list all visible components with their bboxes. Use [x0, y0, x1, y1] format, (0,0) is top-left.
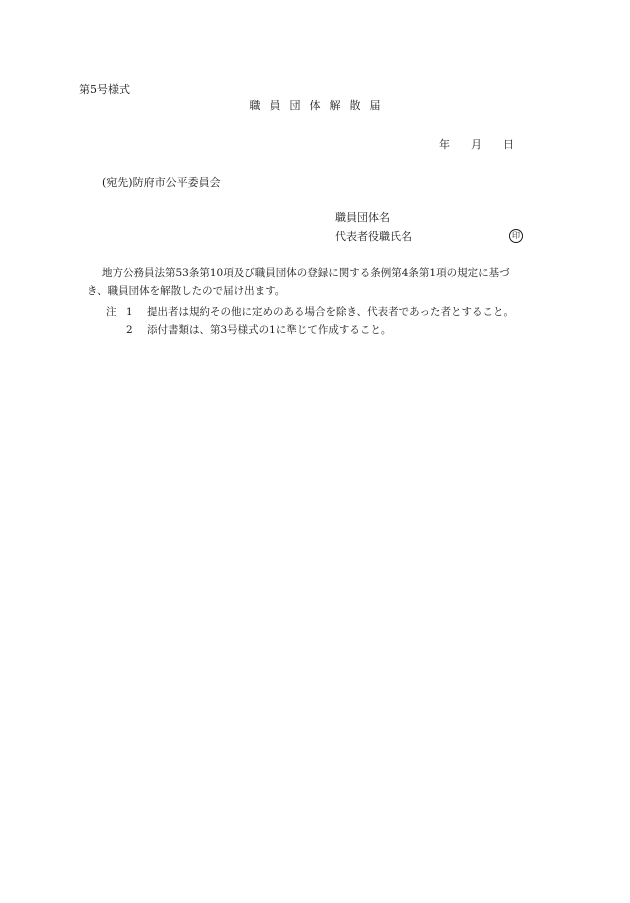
seal-icon: 印: [509, 229, 523, 243]
title-char: 職: [249, 99, 261, 112]
addressee: (宛先)防府市公平委員会: [102, 176, 221, 189]
date-month-label: 月: [471, 138, 482, 151]
title-char: 届: [369, 99, 381, 112]
body-text-line-2: き、職員団体を解散したので届け出ます。: [87, 285, 286, 297]
title-char: 散: [349, 99, 361, 112]
representative-name-label: 代表者役職氏名: [335, 230, 412, 243]
date-year-label: 年: [439, 138, 450, 151]
title-char: 体: [309, 99, 321, 112]
note-text: 提出者は規約その他に定めのある場合を除き、代表者であった者とすること。: [147, 306, 514, 318]
date-row: [439, 139, 514, 150]
title-char: 解: [329, 99, 341, 112]
org-name-label: 職員団体名: [335, 211, 390, 224]
date-day-label: 日: [503, 138, 514, 151]
note-text: 添付書類は、第3号様式の1に準じて作成すること。: [147, 324, 392, 336]
document-title: [0, 100, 630, 111]
form-number: 第5号様式: [79, 83, 130, 96]
note-label: 注: [106, 306, 117, 318]
note-number: 2: [126, 324, 133, 336]
note-number: 1: [126, 306, 133, 318]
title-char: 団: [289, 99, 301, 112]
title-char: 員: [269, 99, 281, 112]
body-text-line-1: 地方公務員法第53条第10項及び職員団体の登録に関する条例第4条第1項の規定に基づ: [102, 267, 510, 279]
